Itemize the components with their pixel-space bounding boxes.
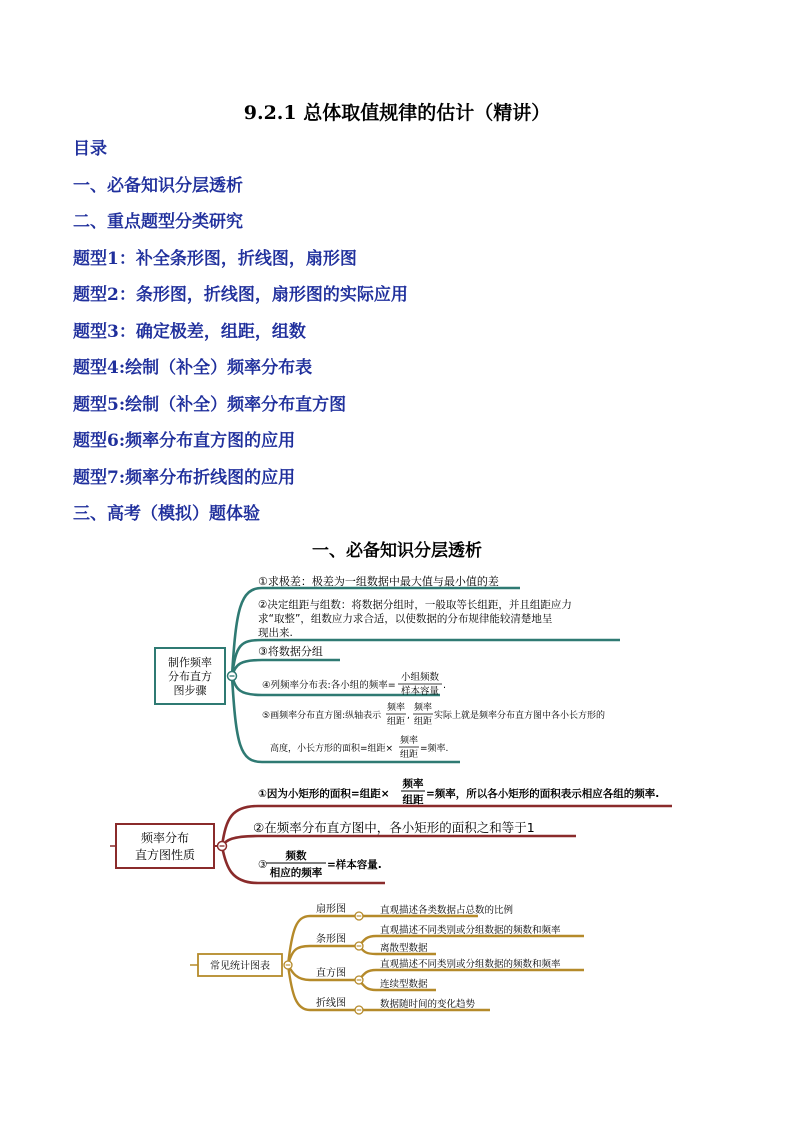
- map1-root-line: 制作频率: [168, 656, 212, 669]
- map2-prop1-text: ①因为小矩形的面积=组距×: [258, 788, 390, 800]
- map3-bar-desc: 离散型数据: [380, 943, 428, 954]
- map2-prop2: ②在频率分布直方图中，各小矩形的面积之和等于1: [253, 820, 535, 835]
- toc-item[interactable]: 题型6:频率分布直方图的应用: [73, 431, 296, 451]
- toc-item[interactable]: 三、高考（模拟）题体验: [73, 504, 260, 524]
- toc-item[interactable]: 题型7:频率分布折线图的应用: [73, 467, 296, 488]
- map2-root-line: 直方图性质: [134, 848, 196, 862]
- mindmap-histogram-properties: [110, 777, 672, 883]
- map1-step5-numerator: 频率: [386, 703, 406, 713]
- map2-prop3-mark: ③: [258, 859, 268, 871]
- map3-line: 折线图: [316, 998, 346, 1009]
- map3-pie-desc: 直观描述各类数据占总数的比例: [380, 905, 514, 916]
- map1-step5-denominator: 组距: [386, 717, 406, 727]
- toc-item[interactable]: 题型3：确定极差，组距，组数: [73, 321, 306, 342]
- page-title: 9.2.1 总体取值规律的估计（精讲）: [243, 102, 551, 124]
- map1-step5-line2-numerator: 频率: [399, 736, 419, 746]
- section-title: 一、必备知识分层透析: [312, 541, 482, 561]
- map3-hist-desc: 连续型数据: [380, 979, 428, 990]
- mindmap-histogram-steps: [155, 574, 620, 762]
- toc-item[interactable]: 题型4:绘制（补全）频率分布表: [73, 358, 313, 378]
- map2-prop1-numerator: 频率: [402, 778, 424, 790]
- map1-step5-denominator: 组距: [413, 717, 433, 727]
- map1-step4-denominator: 样本容量: [400, 686, 440, 697]
- map1-step2-line: 求“取整”，组数应力求合适，以使数据的分布规律能较清楚地呈: [258, 613, 553, 625]
- map3-hist: 直方图: [316, 968, 346, 979]
- map1-step4-text: ④列频率分布表:各小组的频率=: [262, 680, 396, 691]
- toc-item[interactable]: 题型2：条形图，折线图，扇形图的实际应用: [73, 285, 408, 305]
- map2-prop3-numerator: 频数: [285, 850, 307, 862]
- map3-line-desc: 数据随时间的变化趋势: [380, 999, 476, 1010]
- map3-hist-desc: 直观描述不同类别或分组数据的频数和频率: [380, 959, 561, 970]
- map1-step2-line: ②决定组距与组数：将数据分组时，一般取等长组距，并且组距应力: [258, 599, 572, 611]
- map3-pie: 扇形图: [316, 904, 346, 915]
- map1-step4-numerator: 小组频数: [400, 672, 440, 683]
- map3-bar: 条形图: [316, 934, 346, 945]
- map1-root-line: 图步骤: [173, 684, 207, 697]
- map1-step5-line2-end: =频率.: [420, 744, 449, 754]
- map3-root: 常见统计图表: [210, 961, 270, 972]
- map1-step5-text: ⑤画频率分布直方图:纵轴表示: [262, 711, 382, 721]
- map2-prop1-end: =频率，所以各小矩形的面积表示相应各组的频率.: [426, 788, 660, 800]
- map2-prop3-denominator: 相应的频率: [269, 867, 323, 879]
- map1-step1: ①求极差：极差为一组数据中最大值与最小值的差: [258, 575, 499, 588]
- map1-step4-end: .: [443, 680, 447, 691]
- map1-step5-numerator: 频率: [413, 703, 433, 713]
- map3-bar-desc: 直观描述不同类别或分组数据的频数和频率: [380, 925, 561, 936]
- toc-heading: 目录: [73, 139, 107, 159]
- map1-step3: ③将数据分组: [258, 645, 323, 658]
- map1-step5-line2: 高度，小长方形的面积=组距×: [270, 744, 394, 754]
- mindmap-common-charts: [190, 902, 584, 1014]
- toc-item[interactable]: 二、重点题型分类研究: [73, 212, 243, 232]
- map1-step5-end: 实际上就是频率分布直方图中各小长方形的: [434, 711, 606, 721]
- map1-root-line: 分布直方: [168, 670, 212, 683]
- toc-item[interactable]: 一、必备知识分层透析: [73, 175, 243, 196]
- toc-item[interactable]: 题型1：补全条形图，折线图，扇形图: [73, 248, 357, 269]
- map2-prop1-denominator: 组距: [402, 794, 424, 806]
- map1-step5-comma: ,: [407, 711, 410, 721]
- map2-prop3-end: =样本容量.: [327, 859, 382, 871]
- map1-step5-line2-denominator: 组距: [399, 750, 419, 760]
- map1-step2-line: 现出来.: [258, 627, 293, 639]
- map2-root-line: 频率分布: [140, 831, 190, 845]
- toc-item[interactable]: 题型5:绘制（补全）频率分布直方图: [73, 394, 347, 415]
